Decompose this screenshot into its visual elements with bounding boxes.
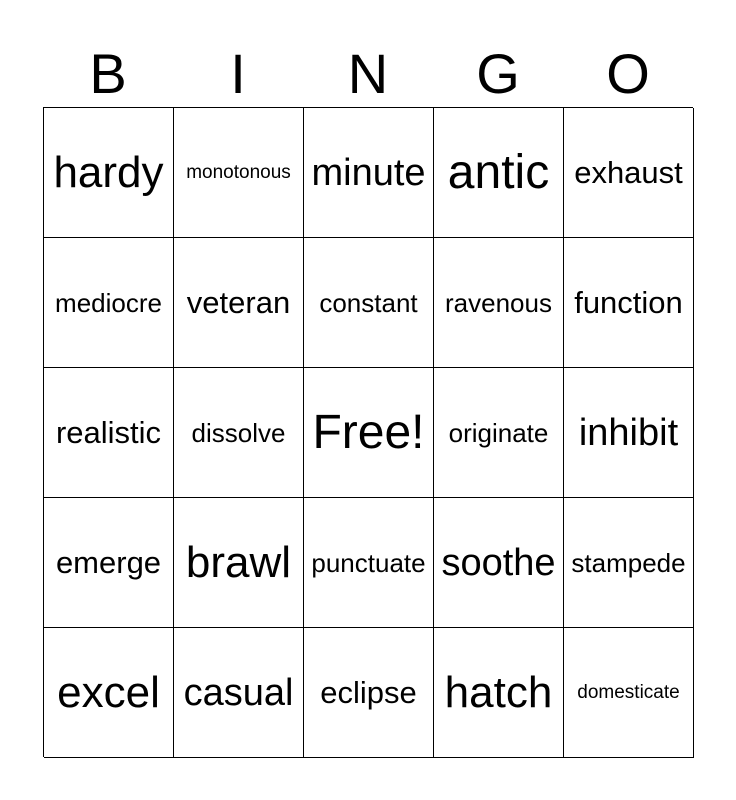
header-letter-g: G bbox=[476, 42, 520, 105]
bingo-cell[interactable]: domesticate bbox=[564, 628, 694, 758]
bingo-cell[interactable]: constant bbox=[304, 238, 434, 368]
bingo-board bbox=[43, 107, 693, 757]
bingo-cell[interactable]: brawl bbox=[174, 498, 304, 628]
bingo-cell[interactable]: realistic bbox=[44, 368, 174, 498]
bingo-cell[interactable]: function bbox=[564, 238, 694, 368]
bingo-header bbox=[43, 40, 693, 108]
bingo-cell[interactable]: originate bbox=[434, 368, 564, 498]
bingo-cell[interactable]: monotonous bbox=[174, 108, 304, 238]
header-letter-n: N bbox=[347, 42, 389, 105]
bingo-cell[interactable]: excel bbox=[44, 628, 174, 758]
bingo-cell[interactable]: hardy bbox=[44, 108, 174, 238]
header-letter-b: B bbox=[89, 42, 127, 105]
bingo-cell[interactable]: exhaust bbox=[564, 108, 694, 238]
header-letter-i: I bbox=[230, 42, 246, 105]
bingo-cell[interactable]: inhibit bbox=[564, 368, 694, 498]
bingo-cell[interactable]: antic bbox=[434, 108, 564, 238]
bingo-cell[interactable]: stampede bbox=[564, 498, 694, 628]
bingo-cell[interactable]: minute bbox=[304, 108, 434, 238]
bingo-cell[interactable]: veteran bbox=[174, 238, 304, 368]
bingo-cell[interactable]: dissolve bbox=[174, 368, 304, 498]
bingo-cell[interactable]: mediocre bbox=[44, 238, 174, 368]
free-space-cell[interactable]: Free! bbox=[304, 368, 434, 498]
bingo-cell[interactable]: punctuate bbox=[304, 498, 434, 628]
bingo-cell[interactable]: eclipse bbox=[304, 628, 434, 758]
bingo-cell[interactable]: soothe bbox=[434, 498, 564, 628]
bingo-cell[interactable]: emerge bbox=[44, 498, 174, 628]
bingo-cell[interactable]: ravenous bbox=[434, 238, 564, 368]
bingo-cell[interactable]: casual bbox=[174, 628, 304, 758]
header-letter-o: O bbox=[606, 42, 650, 105]
bingo-cell[interactable]: hatch bbox=[434, 628, 564, 758]
